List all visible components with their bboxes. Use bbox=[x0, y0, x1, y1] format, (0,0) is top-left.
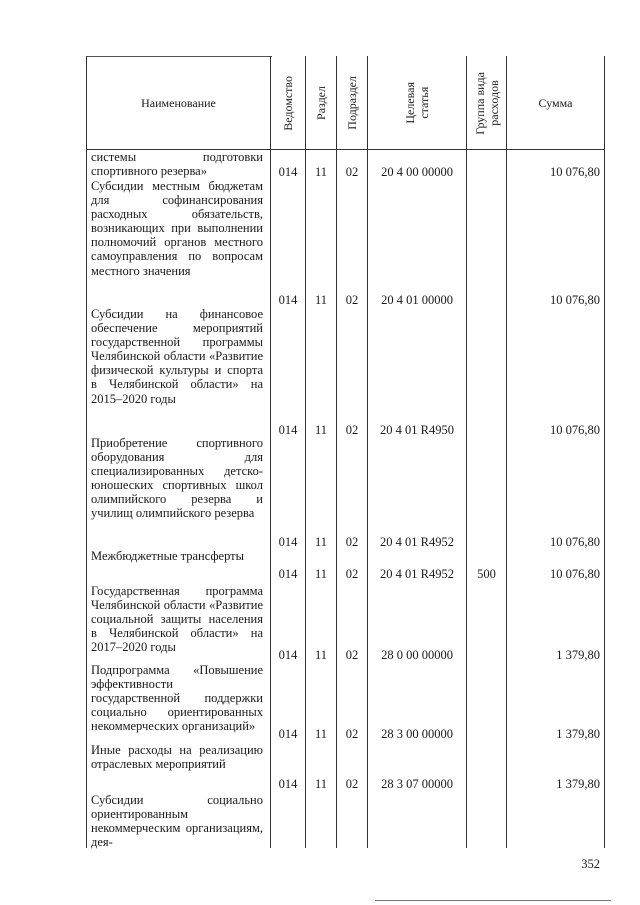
table-row-name: Государственная программа Челябинской области «Развитие социальной защиты населения в Челябинской области» на 2017–2020 годы bbox=[91, 584, 263, 655]
table-row-name: Межбюджетные трансферты bbox=[91, 549, 245, 563]
header-name: Наименование bbox=[141, 95, 216, 110]
cell-sum: 10 076,80 bbox=[550, 165, 600, 179]
header-target: Целевая статья bbox=[403, 82, 431, 124]
cell-sum: 10 076,80 bbox=[550, 535, 600, 549]
header-dept: Ведомство bbox=[281, 75, 295, 131]
cell-section: 11 bbox=[314, 567, 328, 581]
col-divider bbox=[506, 56, 507, 848]
cell-dept: 014 bbox=[278, 777, 298, 791]
table-row-name: Субсидии местным бюджетам для софинансирования расходных обязательств, возникающих при выполнении полномочий органов местного самоуправления по вопросам местного значения bbox=[91, 179, 263, 278]
cell-subsection: 02 bbox=[345, 777, 359, 791]
cell-group: 500 bbox=[477, 567, 496, 581]
cell-subsection: 02 bbox=[345, 165, 359, 179]
cell-section: 11 bbox=[314, 535, 328, 549]
header-section: Раздел bbox=[314, 86, 328, 120]
cell-dept: 014 bbox=[278, 727, 298, 741]
cell-subsection: 02 bbox=[345, 567, 359, 581]
cell-dept: 014 bbox=[278, 293, 298, 307]
col-divider bbox=[86, 56, 87, 848]
cell-subsection: 02 bbox=[345, 293, 359, 307]
col-divider bbox=[604, 56, 605, 848]
cell-dept: 014 bbox=[278, 648, 298, 662]
cell-sum: 10 076,80 bbox=[550, 293, 600, 307]
cell-section: 11 bbox=[314, 165, 328, 179]
cell-sum: 1 379,80 bbox=[556, 648, 600, 662]
page-number: 352 bbox=[581, 857, 600, 871]
table-row-name: Подпрограмма «Повышение эффективности государственной поддержки социально ориентированных некоммерческих организаций» bbox=[91, 663, 263, 734]
table-row-name: Иные расходы на реализацию отраслевых мероприятий bbox=[91, 743, 263, 772]
cell-sum: 1 379,80 bbox=[556, 777, 600, 791]
cell-target: 20 4 01 R4952 bbox=[380, 567, 454, 581]
table-row-name: Субсидии социально ориентированным некоммерческим организациям, дея- bbox=[91, 793, 263, 850]
cell-subsection: 02 bbox=[345, 423, 359, 437]
cell-sum: 10 076,80 bbox=[550, 567, 600, 581]
cell-section: 11 bbox=[314, 777, 328, 791]
col-divider bbox=[466, 56, 467, 848]
cell-section: 11 bbox=[314, 648, 328, 662]
header-subsection: Подраздел bbox=[345, 76, 359, 130]
cell-target: 28 3 00 00000 bbox=[381, 727, 453, 741]
cell-target: 20 4 00 00000 bbox=[381, 165, 453, 179]
cell-dept: 014 bbox=[278, 423, 298, 437]
cell-target: 28 0 00 00000 bbox=[381, 648, 453, 662]
cell-section: 11 bbox=[314, 293, 328, 307]
cell-subsection: 02 bbox=[345, 648, 359, 662]
header-sum: Сумма bbox=[538, 95, 573, 110]
header-expense-group: Группа вида расходов bbox=[472, 71, 501, 135]
cell-sum: 10 076,80 bbox=[550, 423, 600, 437]
cell-subsection: 02 bbox=[345, 535, 359, 549]
cell-target: 20 4 01 R4952 bbox=[380, 535, 454, 549]
cell-target: 20 4 01 R4950 bbox=[380, 423, 454, 437]
table-row-name: системы подготовки спортивного резерва» bbox=[91, 150, 263, 179]
table-row-name: Приобретение спортивного оборудования для специализированных детско-юношеских спортивных школ олимпийского резерва и училищ олимпийского резерва bbox=[91, 436, 263, 521]
cell-section: 11 bbox=[314, 423, 328, 437]
footer-rule bbox=[375, 900, 611, 901]
cell-dept: 014 bbox=[278, 567, 298, 581]
cell-target: 20 4 01 00000 bbox=[381, 293, 453, 307]
table-row-name: Субсидии на финансовое обеспечение мероприятий государственной программы Челябинской области «Развитие физической культуры и спорта в Челябинской области» на 2015–2020 годы bbox=[91, 307, 263, 406]
cell-target: 28 3 07 00000 bbox=[381, 777, 453, 791]
cell-sum: 1 379,80 bbox=[556, 727, 600, 741]
cell-dept: 014 bbox=[278, 535, 298, 549]
cell-dept: 014 bbox=[278, 165, 298, 179]
cell-subsection: 02 bbox=[345, 727, 359, 741]
cell-section: 11 bbox=[314, 727, 328, 741]
